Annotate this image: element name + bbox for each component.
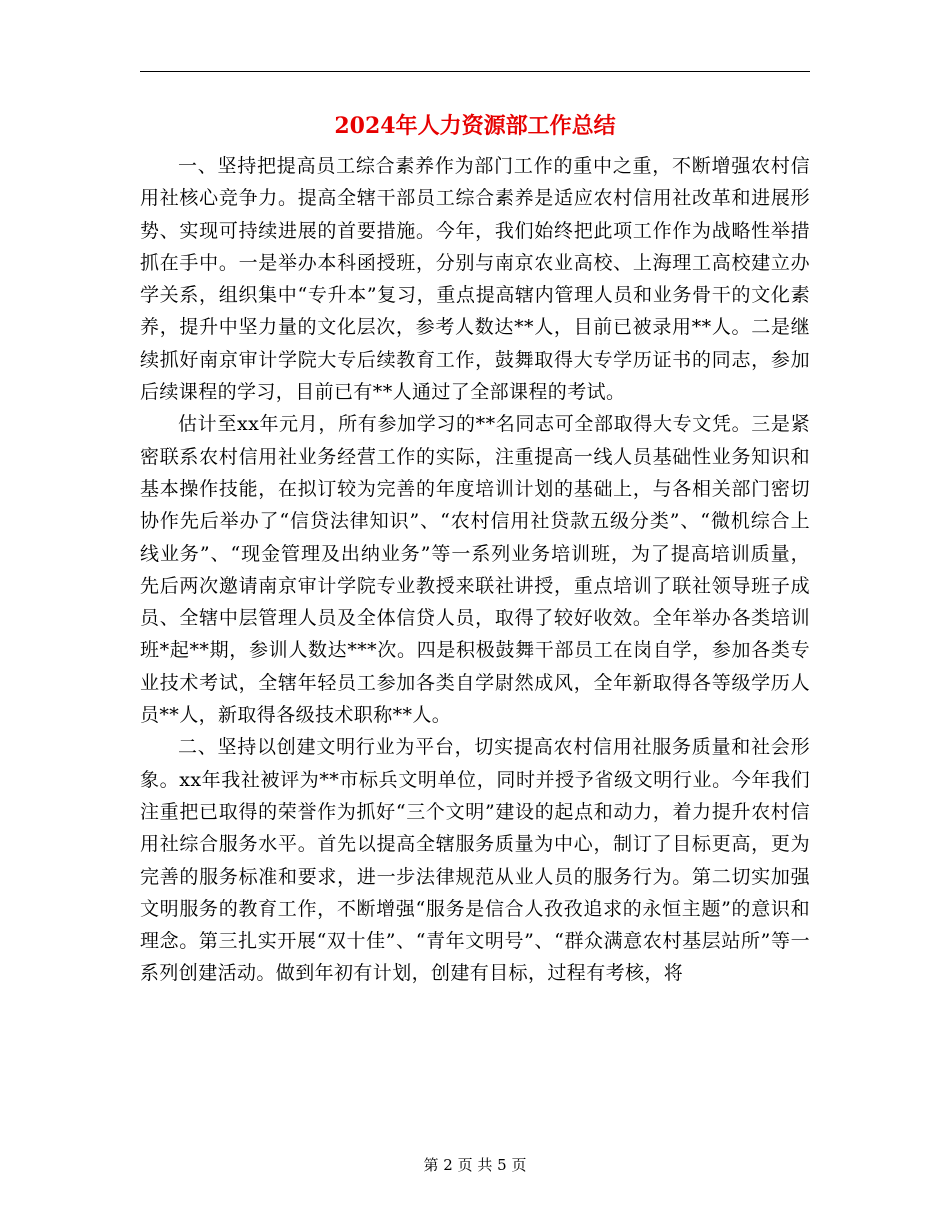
document-title: 2024年人力资源部工作总结: [334, 113, 616, 139]
header-rule: [140, 71, 810, 72]
document-body: [140, 150, 810, 990]
page-footer: 第 2 页 共 5 页: [423, 1156, 527, 1174]
paragraph: 估计至xx年元月，所有参加学习的**名同志可全部取得大专文凭。三是紧密联系农村信用社业务经营工作的实际，注重提高一线人员基础性业务知识和基本操作技能，在拟订较为完善的年度培训计划的基础上，与各相关部门密切协作先后举办了“信贷法律知识”、“农村信用社贷款五级分类”、“微机综合上线业务”、“现金管理及出纳业务”等一系列业务培训班，为了提高培训质量，先后两次邀请南京审计学院专业教授来联社讲授，重点培训了联社领导班子成员、全辖中层管理人员及全体信贷人员，取得了较好收效。全年举办各类培训班*起**期，参训人数达***次。四是积极鼓舞干部员工在岗自学，参加各类专业技术考试，全辖年轻员工参加各类自学尉然成风，全年新取得各等级学历人员**人，新取得各级技术职称**人。: [140, 413, 810, 727]
paragraph: 二、坚持以创建文明行业为平台，切实提高农村信用社服务质量和社会形象。xx年我社被评为**市标兵文明单位，同时并授予省级文明行业。今年我们注重把已取得的荣誉作为抓好“三个文明”建设的起点和动力，着力提升农村信用社综合服务水平。首先以提高全辖服务质量为中心，制订了目标更高，更为完善的服务标准和要求，进一步法律规范从业人员的服务行为。第二切实加强文明服务的教育工作，不断增强“服务是信合人孜孜追求的永恒主题”的意识和理念。第三扎实开展“双十佳”、“青年文明号”、“群众满意农村基层站所”等一系列创建活动。做到年初有计划，创建有目标，过程有考核，将: [140, 736, 810, 985]
paragraph: 一、坚持把提高员工综合素养作为部门工作的重中之重，不断增强农村信用社核心竞争力。提高全辖干部员工综合素养是适应农村信用社改革和进展形势、实现可持续进展的首要措施。今年，我们始终把此项工作作为战略性举措抓在手中。一是举办本科函授班，分别与南京农业高校、上海理工高校建立办学关系，组织集中“专升本”复习，重点提高辖内管理人员和业务骨干的文化素养，提升中坚力量的文化层次，参考人数达**人，目前已被录用**人。二是继续抓好南京审计学院大专后续教育工作，鼓舞取得大专学历证书的同志，参加后续课程的学习，目前已有**人通过了全部课程的考试。: [140, 155, 810, 404]
